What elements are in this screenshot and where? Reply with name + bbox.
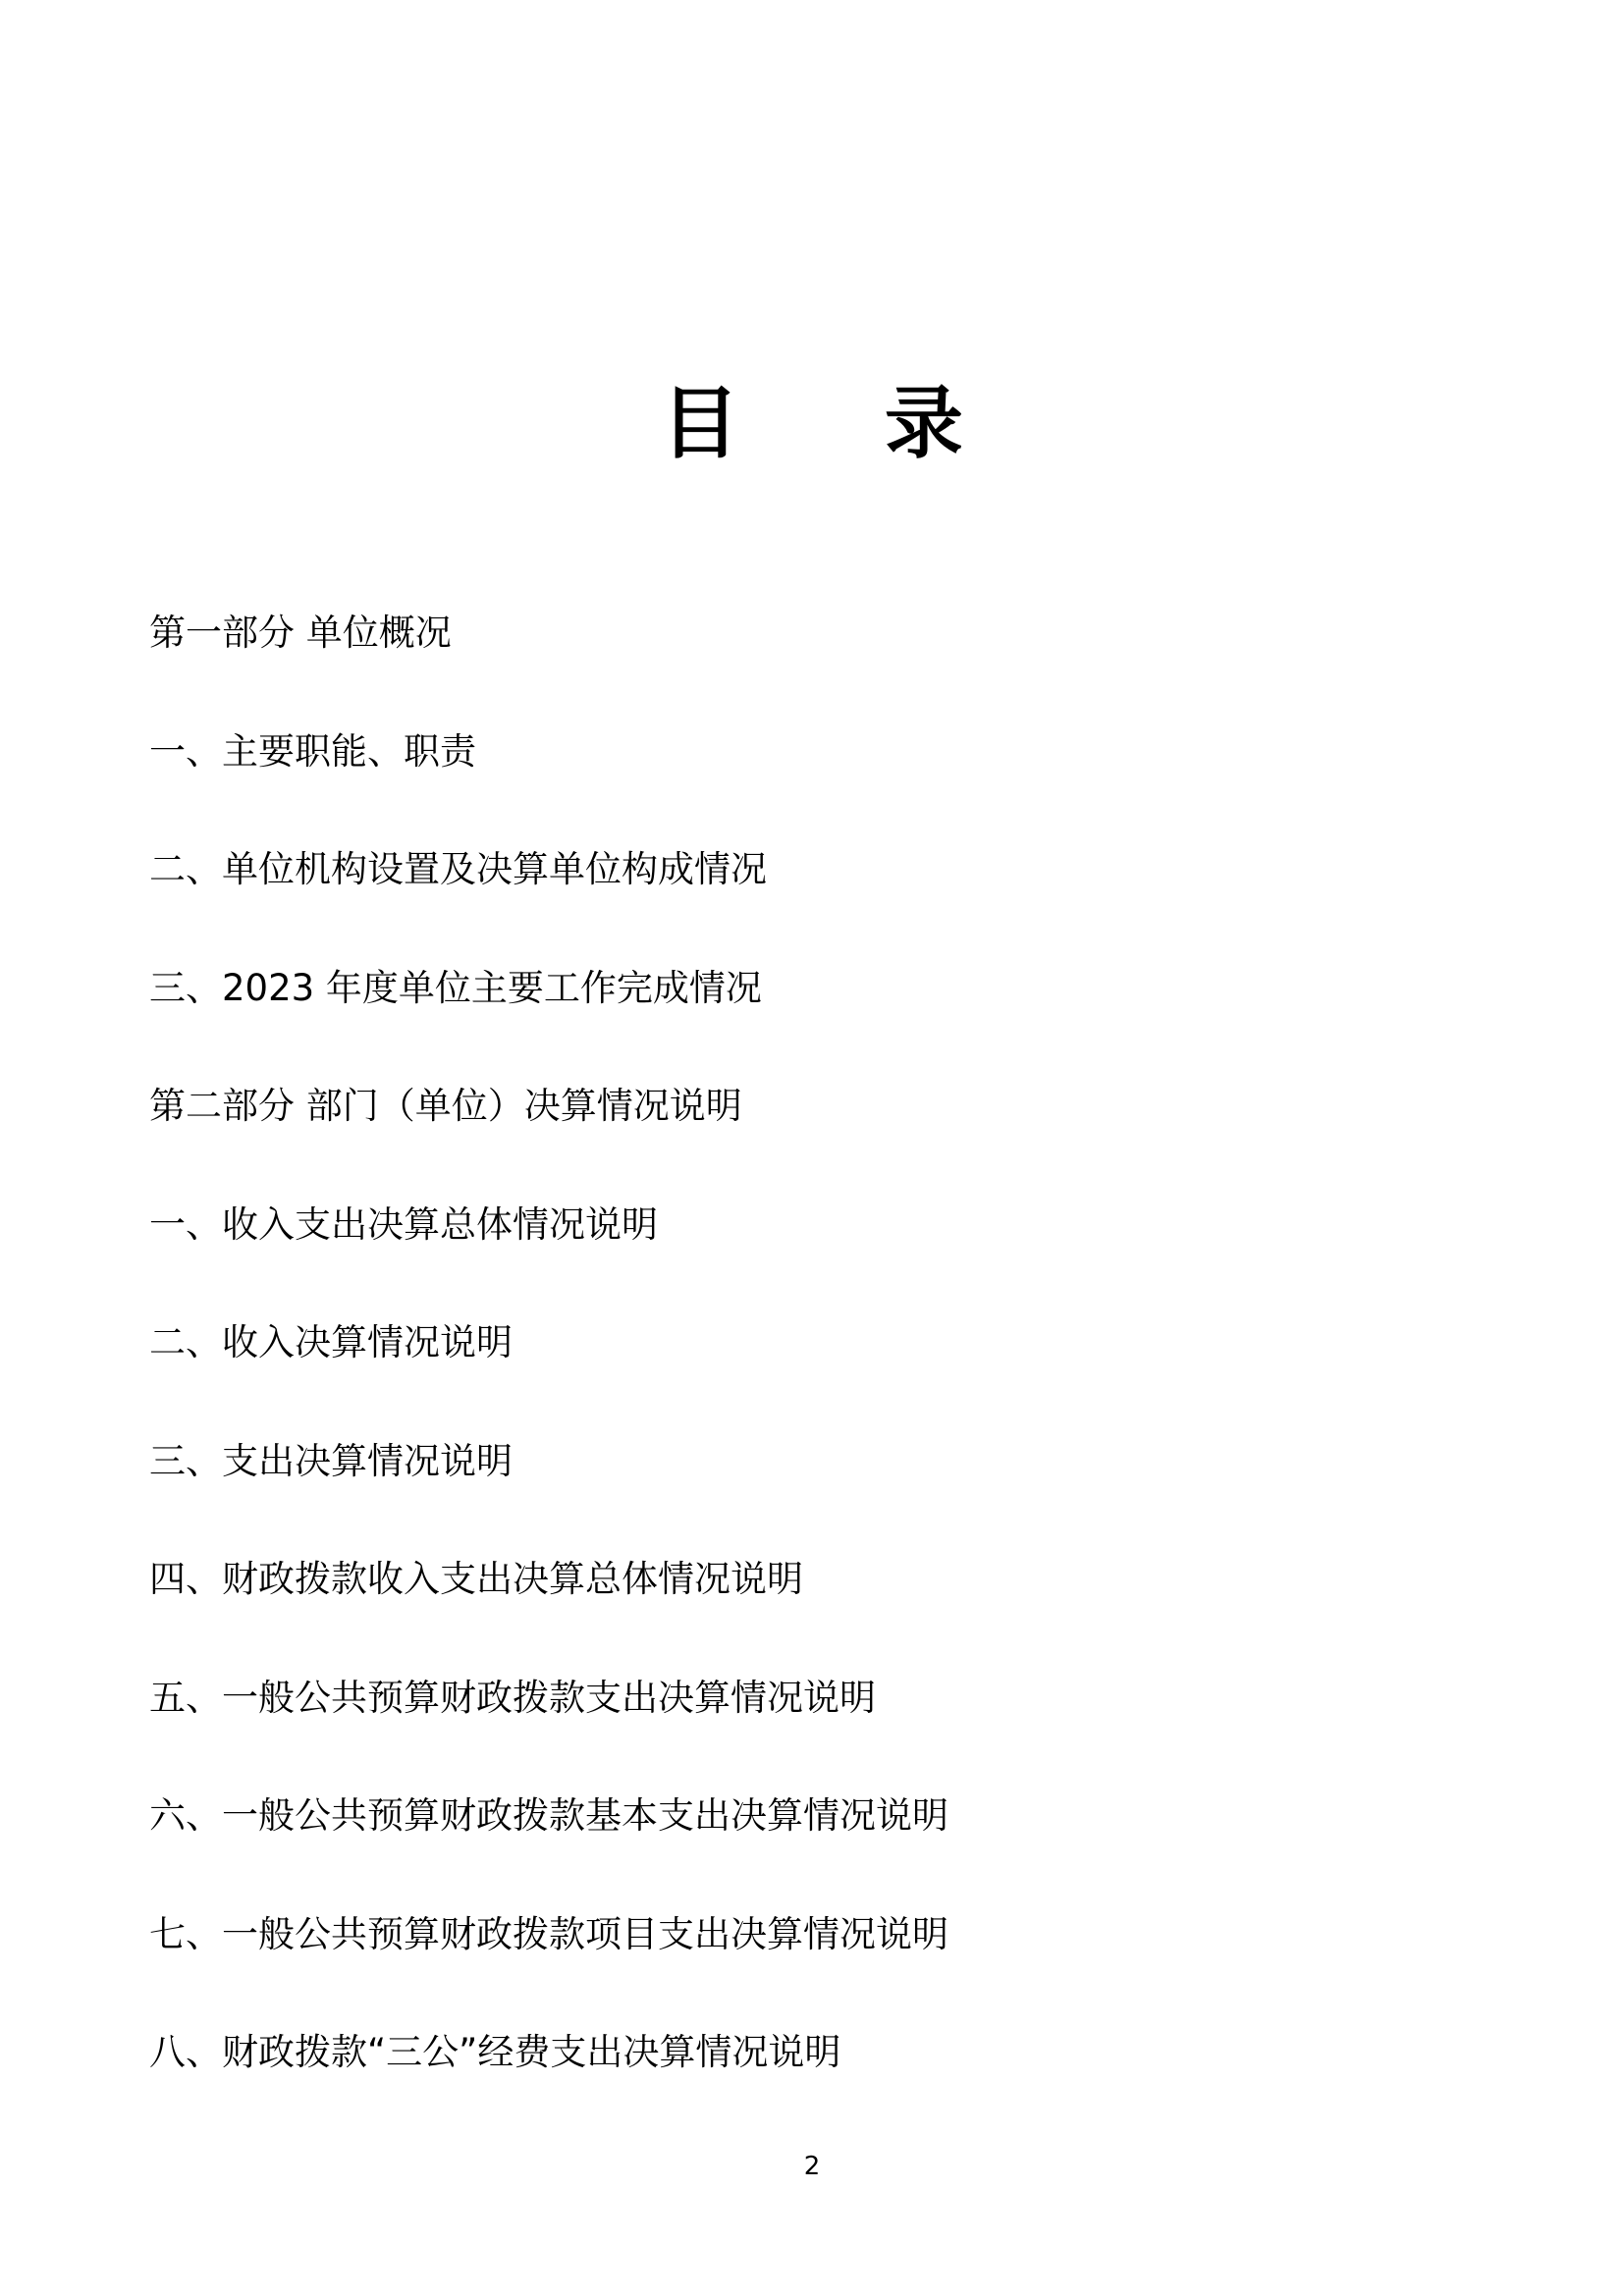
toc-item: 六、一般公共预算财政拨款基本支出决算情况说明 [149,1794,948,1837]
page-number: 2 [803,2152,821,2181]
toc-item: 第一部分 单位概况 [149,612,452,654]
toc-item: 五、一般公共预算财政拨款支出决算情况说明 [149,1676,876,1719]
toc-item: 七、一般公共预算财政拨款项目支出决算情况说明 [149,1912,948,1955]
toc-item: 一、收入支出决算总体情况说明 [149,1202,658,1246]
page-title: 目 录 [661,378,1022,469]
toc-item: 第二部分 部门（单位）决算情况说明 [149,1085,742,1127]
toc-item: 二、收入决算情况说明 [149,1321,513,1363]
toc-item: 一、主要职能、职责 [149,729,476,773]
toc-item: 二、单位机构设置及决算单位构成情况 [149,848,767,890]
toc-item: 四、财政拨款收入支出决算总体情况说明 [149,1558,803,1600]
toc-item: 三、支出决算情况说明 [149,1439,513,1482]
toc-item: 三、2023 年度单位主要工作完成情况 [149,966,762,1009]
table-of-contents [149,604,1504,2142]
toc-item: 八、财政拨款“三公”经费支出决算情况说明 [149,2031,841,2073]
